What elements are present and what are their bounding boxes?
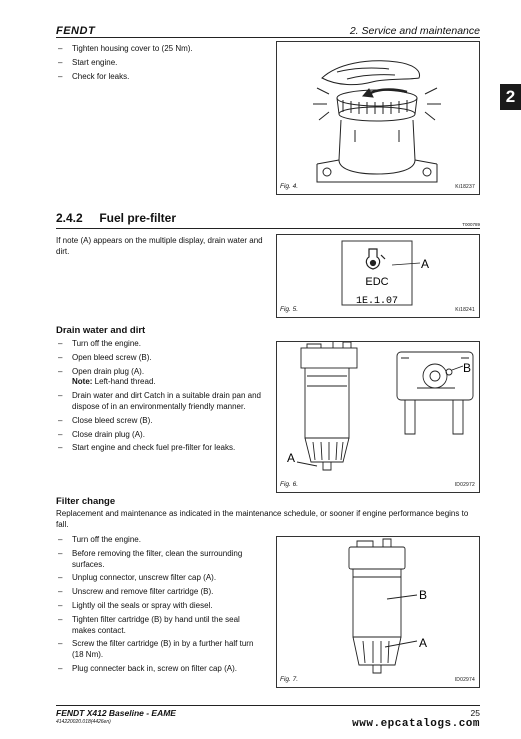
figure-id: Ki18237 — [455, 184, 475, 191]
drain-steps-list — [58, 339, 264, 457]
page-header — [56, 24, 480, 38]
figure-6 — [276, 341, 480, 493]
figure-caption: Fig. 5. — [280, 306, 299, 314]
callout-b: B — [463, 361, 472, 375]
figure-caption: Fig. 4. — [280, 183, 299, 191]
list-item: – Drain water and dirt Catch in a suitable drain pan and dispose of in an environmentally friendly manner. — [58, 391, 264, 413]
figure-id: ID02974 — [454, 677, 475, 684]
figure-id: ID02972 — [454, 482, 475, 489]
list-item: – Turn off the engine. — [58, 535, 264, 546]
callout-a: A — [287, 451, 296, 465]
fendt-logo: FENDT — [56, 25, 96, 37]
figure-7 — [276, 536, 480, 688]
list-item: – Tighten housing cover to (25 Nm). — [58, 44, 268, 55]
chapter-tab: 2 — [500, 84, 521, 110]
chapter-title: 2. Service and maintenance — [349, 25, 480, 37]
callout-b: B — [419, 588, 428, 602]
list-item: – Close drain plug (A). — [58, 430, 264, 441]
filter-steps-list — [58, 535, 264, 678]
list-item: – Tighten filter cartridge (B) by hand until the seal makes contact. — [58, 615, 264, 637]
pre-filter-illustration — [277, 342, 479, 492]
display-code: 1E.1.07 — [355, 296, 399, 307]
note-label: Note: — [72, 377, 93, 387]
callout-a: A — [419, 636, 428, 650]
list-item: – Turn off the engine. — [58, 339, 264, 350]
section-rule — [56, 228, 480, 229]
section-number: 2.4.2 — [56, 211, 83, 225]
figure-caption: Fig. 7. — [280, 676, 299, 684]
section-heading — [56, 210, 176, 226]
list-item — [58, 367, 264, 389]
list-item: – Lightly oil the seals or spray with diesel. — [58, 601, 264, 612]
display-illustration — [277, 235, 479, 317]
section-id: T000789 — [462, 222, 480, 227]
display-label: EDC — [365, 276, 389, 288]
page-number: 25 — [470, 708, 480, 718]
header-rule — [56, 37, 480, 38]
subheading-drain: Drain water and dirt — [56, 325, 146, 336]
list-item: – Before removing the filter, clean the surrounding surfaces. — [58, 549, 264, 571]
intro-paragraph: If note (A) appears on the multiple display, drain water and dirt. — [56, 236, 263, 256]
list-item: – Open bleed screw (B). — [58, 353, 264, 364]
filter-intro: Replacement and maintenance as indicated in the maintenance schedule, or sooner if engine performance begins to fall. — [56, 509, 469, 529]
list-item-text: Open drain plug (A). — [72, 366, 145, 376]
list-item: – Check for leaks. — [58, 72, 268, 83]
list-item: – Start engine. — [58, 58, 268, 69]
note-text: Left-hand thread. — [92, 377, 156, 387]
list-item: – Start engine and check fuel pre-filter for leaks. — [58, 443, 264, 454]
callout-a: A — [421, 257, 430, 271]
figure-5 — [276, 234, 480, 318]
list-item: – Close bleed screw (B). — [58, 416, 264, 427]
list-item: – Unscrew and remove filter cartridge (B). — [58, 587, 264, 598]
footer-code: 414220020.018(4426en) — [56, 719, 111, 725]
filter-housing-illustration — [277, 42, 479, 194]
figure-caption: Fig. 6. — [280, 481, 299, 489]
subheading-filter-change: Filter change — [56, 496, 116, 507]
figure-4 — [276, 41, 480, 195]
watermark-url: www.epcatalogs.com — [352, 718, 480, 730]
list-item: – Unplug connector, unscrew filter cap (A). — [58, 573, 264, 584]
figure-id: Ki18241 — [455, 307, 475, 314]
section-title: Fuel pre-filter — [99, 211, 177, 225]
footer-title: FENDT X412 Baseline - EAME — [56, 708, 176, 718]
list-item: – Screw the filter cartridge (B) in by a further half turn (18 Nm). — [58, 639, 264, 661]
list-item: – Plug connecter back in, screw on filter cap (A). — [58, 664, 264, 675]
footer-rule — [56, 705, 480, 706]
filter-cartridge-illustration — [277, 537, 479, 687]
top-steps-list — [58, 44, 268, 85]
